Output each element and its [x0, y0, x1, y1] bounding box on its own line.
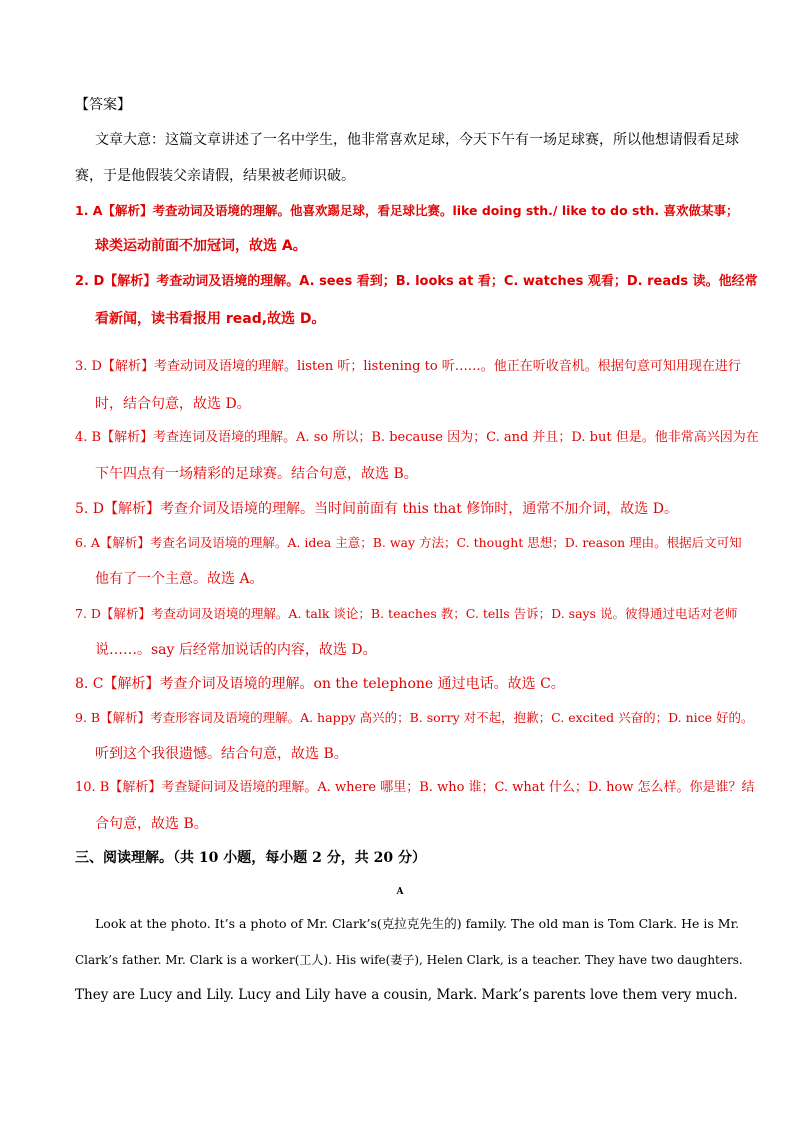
explanation-2-line-2: 看新闻，读书看报用 read,故选 D。	[95, 311, 326, 327]
passage-label: A	[396, 887, 404, 897]
explanation-7-line-2: 说……。say 后经常加说话的内容，故选 D。	[95, 642, 377, 658]
answer-label: 【答案】	[75, 97, 131, 113]
explanation-9-line-1: 9. B【解析】考查形容词及语境的理解。A. happy 高兴的；B. sorry 对不起，抱歉；C. excited 兴奋的；D. nice 好的。	[75, 710, 754, 725]
explanation-10-line-1: 10. B【解析】考查疑问词及语境的理解。A. where 哪里；B. who 谁；C. what 什么；D. how 怎么样。你是谁？结	[75, 780, 755, 795]
explanation-10-line-2: 合句意，故选 B。	[95, 816, 208, 832]
explanation-1-line-1: 1. A【解析】考查动词及语境的理解。他喜欢踢足球，看足球比赛。like doing sth./ like to do sth. 喜欢做某事；	[75, 203, 739, 218]
explanation-4-line-1: 4. B【解析】考查连词及语境的理解。A. so 所以；B. because 因为；C. and 并且；D. but 但是。他非常高兴因为在	[75, 430, 759, 445]
explanation-4-line-2: 下午四点有一场精彩的足球赛。结合句意，故选 B。	[95, 466, 418, 482]
passage-line-1: Look at the photo. It’s a photo of Mr. Clark’s(克拉克先生的) family. The old man is Tom Clark. He is Mr.	[95, 916, 740, 931]
explanation-6-line-2: 他有了一个主意。故选 A。	[95, 571, 264, 587]
passage-line-2: Clark’s father. Mr. Clark is a worker(工人). His wife(妻子), Helen Clark, is a teacher. They have two daughters.	[75, 953, 743, 967]
explanation-1-line-2: 球类运动前面不加冠词，故选 A。	[95, 238, 307, 254]
summary-line-1: 文章大意：这篇文章讲述了一名中学生，他非常喜欢足球，今天下午有一场足球赛，所以他想请假看足球	[95, 132, 739, 148]
explanation-9-line-2: 听到这个我很遗憾。结合句意，故选 B。	[95, 746, 348, 762]
passage-line-3: They are Lucy and Lily. Lucy and Lily have a cousin, Mark. Mark’s parents love them very much.	[75, 987, 738, 1003]
summary-line-2: 赛，于是他假装父亲请假，结果被老师识破。	[75, 168, 355, 184]
explanation-3-line-1: 3. D【解析】考查动词及语境的理解。listen 听；listening to 听……。他正在听收音机。根据句意可知用现在进行	[75, 359, 741, 374]
explanation-5-line-1: 5. D【解析】考查介词及语境的理解。当时间前面有 this that 修饰时，通常不加介词，故选 D。	[75, 501, 678, 517]
explanation-2-line-1: 2. D【解析】考查动词及语境的理解。A. sees 看到；B. looks at 看；C. watches 观看；D. reads 读。他经常	[75, 274, 758, 289]
explanation-3-line-2: 时，结合句意，故选 D。	[95, 396, 251, 412]
section-heading: 三、阅读理解。（共 10 小题，每小题 2 分，共 20 分）	[75, 850, 426, 866]
explanation-7-line-1: 7. D【解析】考查动词及语境的理解。A. talk 谈论；B. teaches 教；C. tells 告诉；D. says 说。彼得通过电话对老师	[75, 606, 738, 621]
explanation-8-line-1: 8. C【解析】考查介词及语境的理解。on the telephone 通过电话。故选 C。	[75, 676, 565, 692]
explanation-6-line-1: 6. A【解析】考查名词及语境的理解。A. idea 主意；B. way 方法；C. thought 思想；D. reason 理由。根据后文可知	[75, 535, 742, 550]
